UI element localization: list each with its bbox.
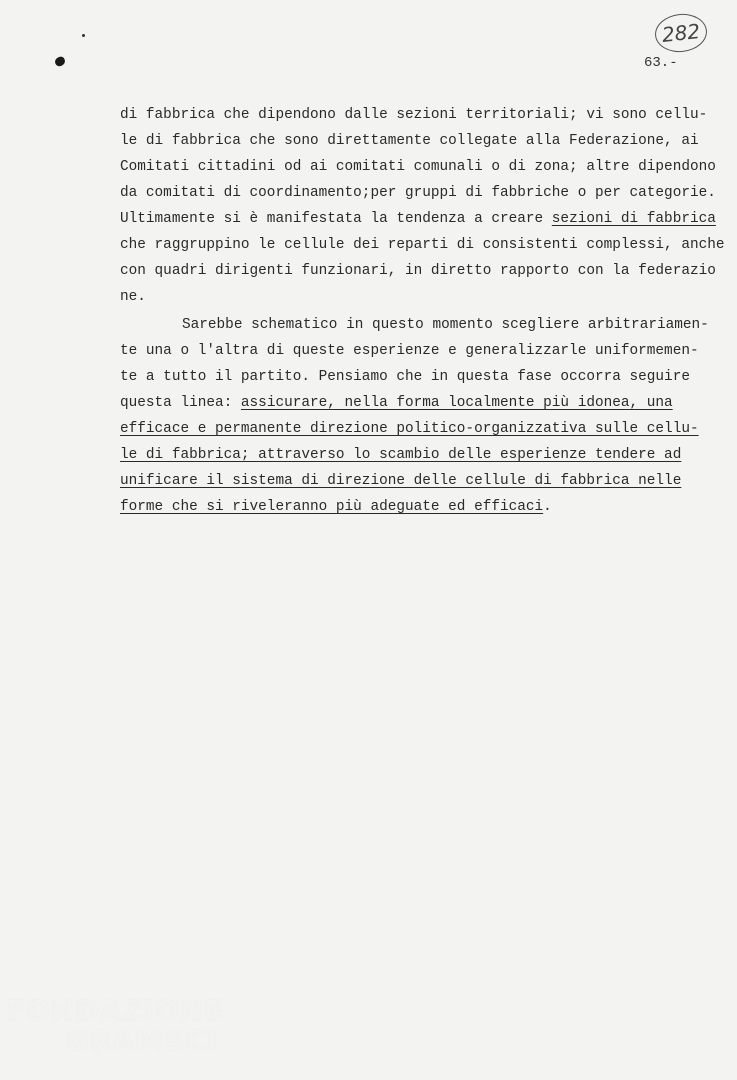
body-line: Comitati cittadini od ai comitati comunali o di zona; altre dipendono (120, 159, 716, 175)
underlined-text: le di fabbrica; attraverso lo scambio delle esperienze tendere ad (120, 447, 682, 463)
underlined-text: sezioni di fabbrica (551, 211, 716, 227)
body-line: te una o l'altra di queste esperienze e generalizzarle uniformemen- (120, 343, 699, 359)
body-line: con quadri dirigenti funzionari, in diretto rapporto con la federazio (120, 263, 716, 279)
body-line: da comitati di coordinamento;per gruppi di fabbriche o per categorie. (120, 185, 716, 201)
archive-watermark: FONDAZIONE GRAMSCI (6, 994, 225, 1057)
body-line: che raggruppino le cellule dei reparti di consistenti complessi, anche (120, 237, 725, 253)
body-line: te a tutto il partito. Pensiamo che in questa fase occorra seguire (120, 369, 690, 385)
body-line: questa linea: assicurare, nella forma localmente più idonea, una (120, 395, 673, 411)
body-line: Ultimamente si è manifestata la tendenza a creare sezioni di fabbrica (120, 211, 716, 227)
body-line: di fabbrica che dipendono dalle sezioni territoriali; vi sono cellu- (120, 107, 708, 123)
underlined-text: assicurare, nella forma localmente più idonea, una (240, 395, 673, 411)
ink-blot (54, 56, 66, 68)
body-line (120, 446, 681, 464)
body-line (120, 420, 699, 438)
body-line: forme che si riveleranno più adeguate ed efficaci. (120, 499, 552, 515)
body-line: Sarebbe schematico in questo momento scegliere arbitrariamen- (182, 317, 709, 333)
page-number: 63.- (644, 55, 678, 71)
underlined-text: efficace e permanente direzione politico-organizzativa sulle cellu- (120, 421, 699, 437)
archive-stamp-number: 282 (653, 11, 709, 54)
body-line: le di fabbrica che sono direttamente collegate alla Federazione, ai (120, 133, 699, 149)
body-line (120, 472, 681, 490)
underlined-text: forme che si riveleranno più adeguate ed efficaci (120, 499, 544, 515)
ink-speck (82, 34, 85, 37)
underlined-text: unificare il sistema di direzione delle cellule di fabbrica nelle (120, 473, 682, 489)
body-line: ne. (120, 289, 146, 305)
